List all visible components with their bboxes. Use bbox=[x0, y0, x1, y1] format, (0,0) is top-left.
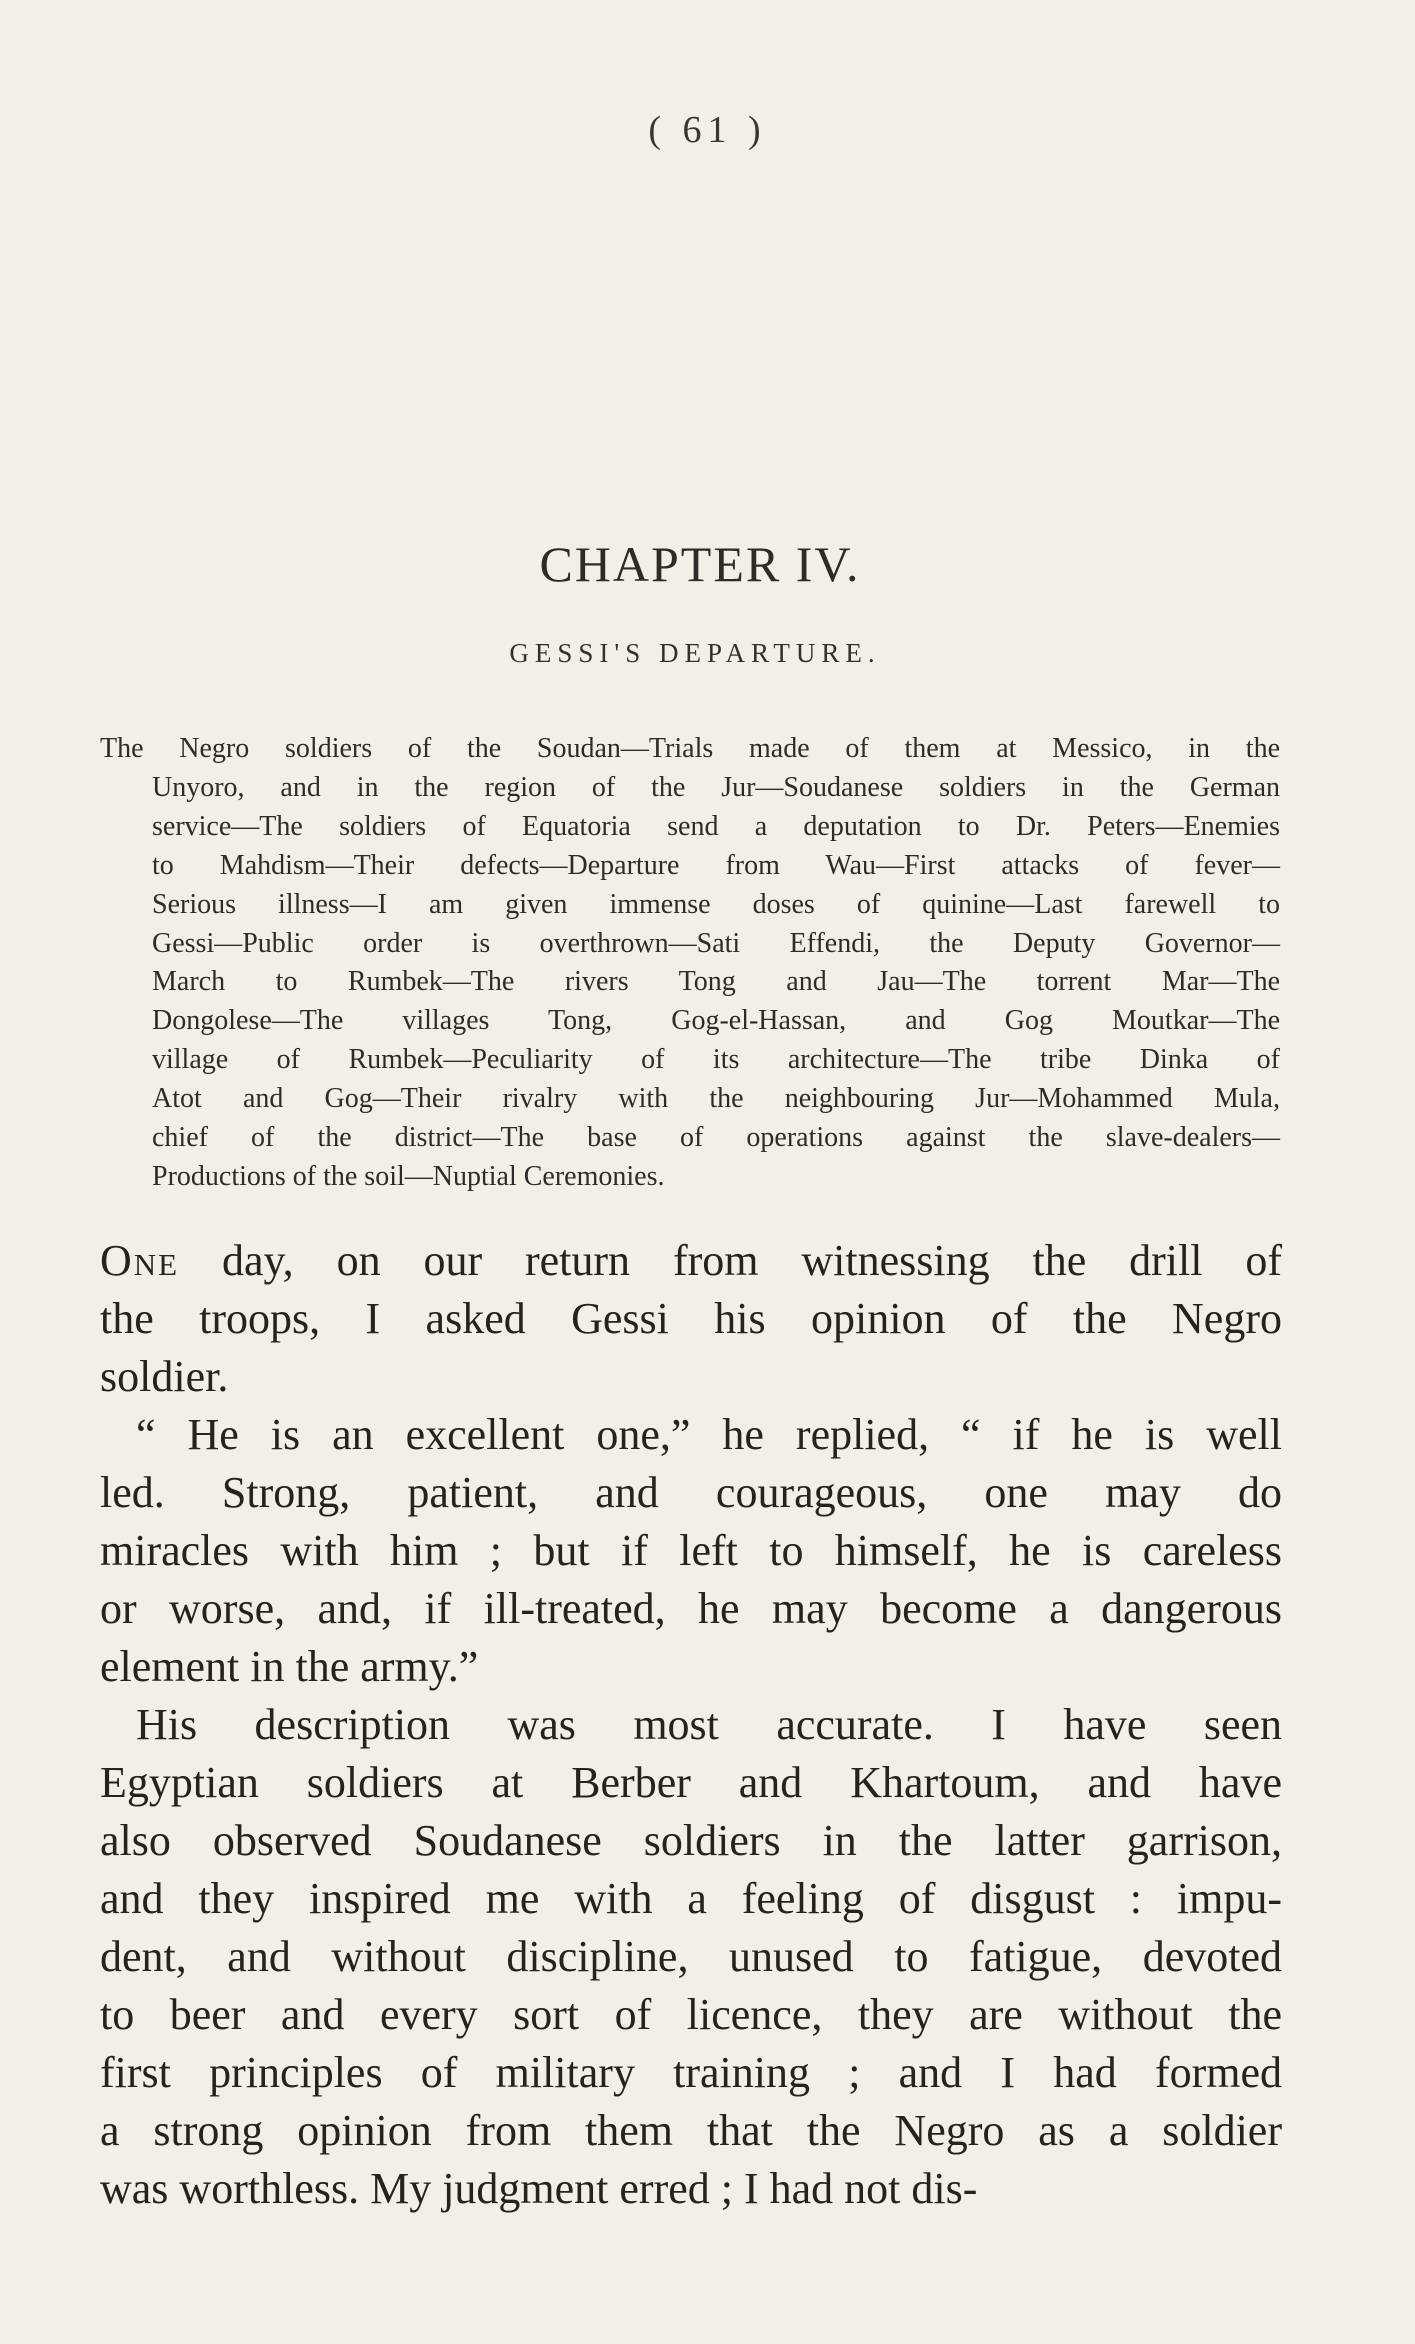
body-line: soldier. bbox=[100, 1352, 229, 1401]
body-line: miracles with him ; but if left to himself, he is careless bbox=[100, 1526, 1282, 1575]
body-line: and they inspired me with a feeling of disgust : impu- bbox=[100, 1874, 1282, 1923]
synopsis-line: village of Rumbek—Peculiarity of its architecture—The tribe Dinka of bbox=[152, 1044, 1280, 1076]
synopsis-line: Dongolese—The villages Tong, Gog-el-Hassan, and Gog Moutkar—The bbox=[152, 1005, 1280, 1037]
body-line: Egyptian soldiers at Berber and Khartoum, and have bbox=[100, 1758, 1282, 1807]
body-line: “ He is an excellent one,” he replied, “ if he is well bbox=[136, 1410, 1282, 1459]
body-line: the troops, I asked Gessi his opinion of the Negro bbox=[100, 1294, 1282, 1343]
body-line: dent, and without discipline, unused to fatigue, devoted bbox=[100, 1932, 1282, 1981]
body-line: also observed Soudanese soldiers in the latter garrison, bbox=[100, 1816, 1282, 1865]
body-text bbox=[100, 1232, 1282, 2218]
synopsis-line: Productions of the soil—Nuptial Ceremonies. bbox=[152, 1160, 665, 1192]
synopsis-line: Gessi—Public order is overthrown—Sati Effendi, the Deputy Governor— bbox=[152, 927, 1280, 959]
chapter-title: CHAPTER IV. bbox=[539, 536, 861, 592]
body-line: His description was most accurate. I have seen bbox=[136, 1700, 1282, 1749]
page-number: ( 61 ) bbox=[648, 109, 767, 151]
body-line: first principles of military training ; and I had formed bbox=[100, 2048, 1282, 2097]
body-line: element in the army.” bbox=[100, 1642, 479, 1691]
synopsis-line: The Negro soldiers of the Soudan—Trials made of them at Messico, in the bbox=[100, 733, 1280, 764]
chapter-synopsis bbox=[100, 730, 1280, 1197]
synopsis-line: March to Rumbek—The rivers Tong and Jau—The torrent Mar—The bbox=[152, 966, 1280, 998]
synopsis-line: Serious illness—I am given immense doses of quinine—Last farewell to bbox=[152, 888, 1280, 920]
body-line: to beer and every sort of licence, they are without the bbox=[100, 1990, 1282, 2039]
synopsis-line: Atot and Gog—Their rivalry with the neighbouring Jur—Mohammed Mula, bbox=[152, 1083, 1280, 1115]
opening-rest: day, on our return from witnessing the drill of bbox=[179, 1236, 1282, 1285]
synopsis-line: to Mahdism—Their defects—Departure from Wau—First attacks of fever— bbox=[152, 849, 1280, 881]
synopsis-line: Unyoro, and in the region of the Jur—Soudanese soldiers in the German bbox=[152, 771, 1280, 803]
opening-word: One bbox=[100, 1236, 180, 1285]
body-line: or worse, and, if ill-treated, he may become a dangerous bbox=[100, 1584, 1282, 1633]
body-line-opening bbox=[100, 1232, 1282, 1290]
chapter-subtitle: GESSI'S DEPARTURE. bbox=[509, 638, 881, 668]
synopsis-line: service—The soldiers of Equatoria send a deputation to Dr. Peters—Enemies bbox=[152, 810, 1280, 842]
body-line: led. Strong, patient, and courageous, one may do bbox=[100, 1468, 1282, 1517]
body-line: a strong opinion from them that the Negro as a soldier bbox=[100, 2106, 1282, 2155]
body-line: was worthless. My judgment erred ; I had not dis- bbox=[100, 2164, 978, 2213]
synopsis-line: chief of the district—The base of operations against the slave-dealers— bbox=[152, 1122, 1280, 1154]
